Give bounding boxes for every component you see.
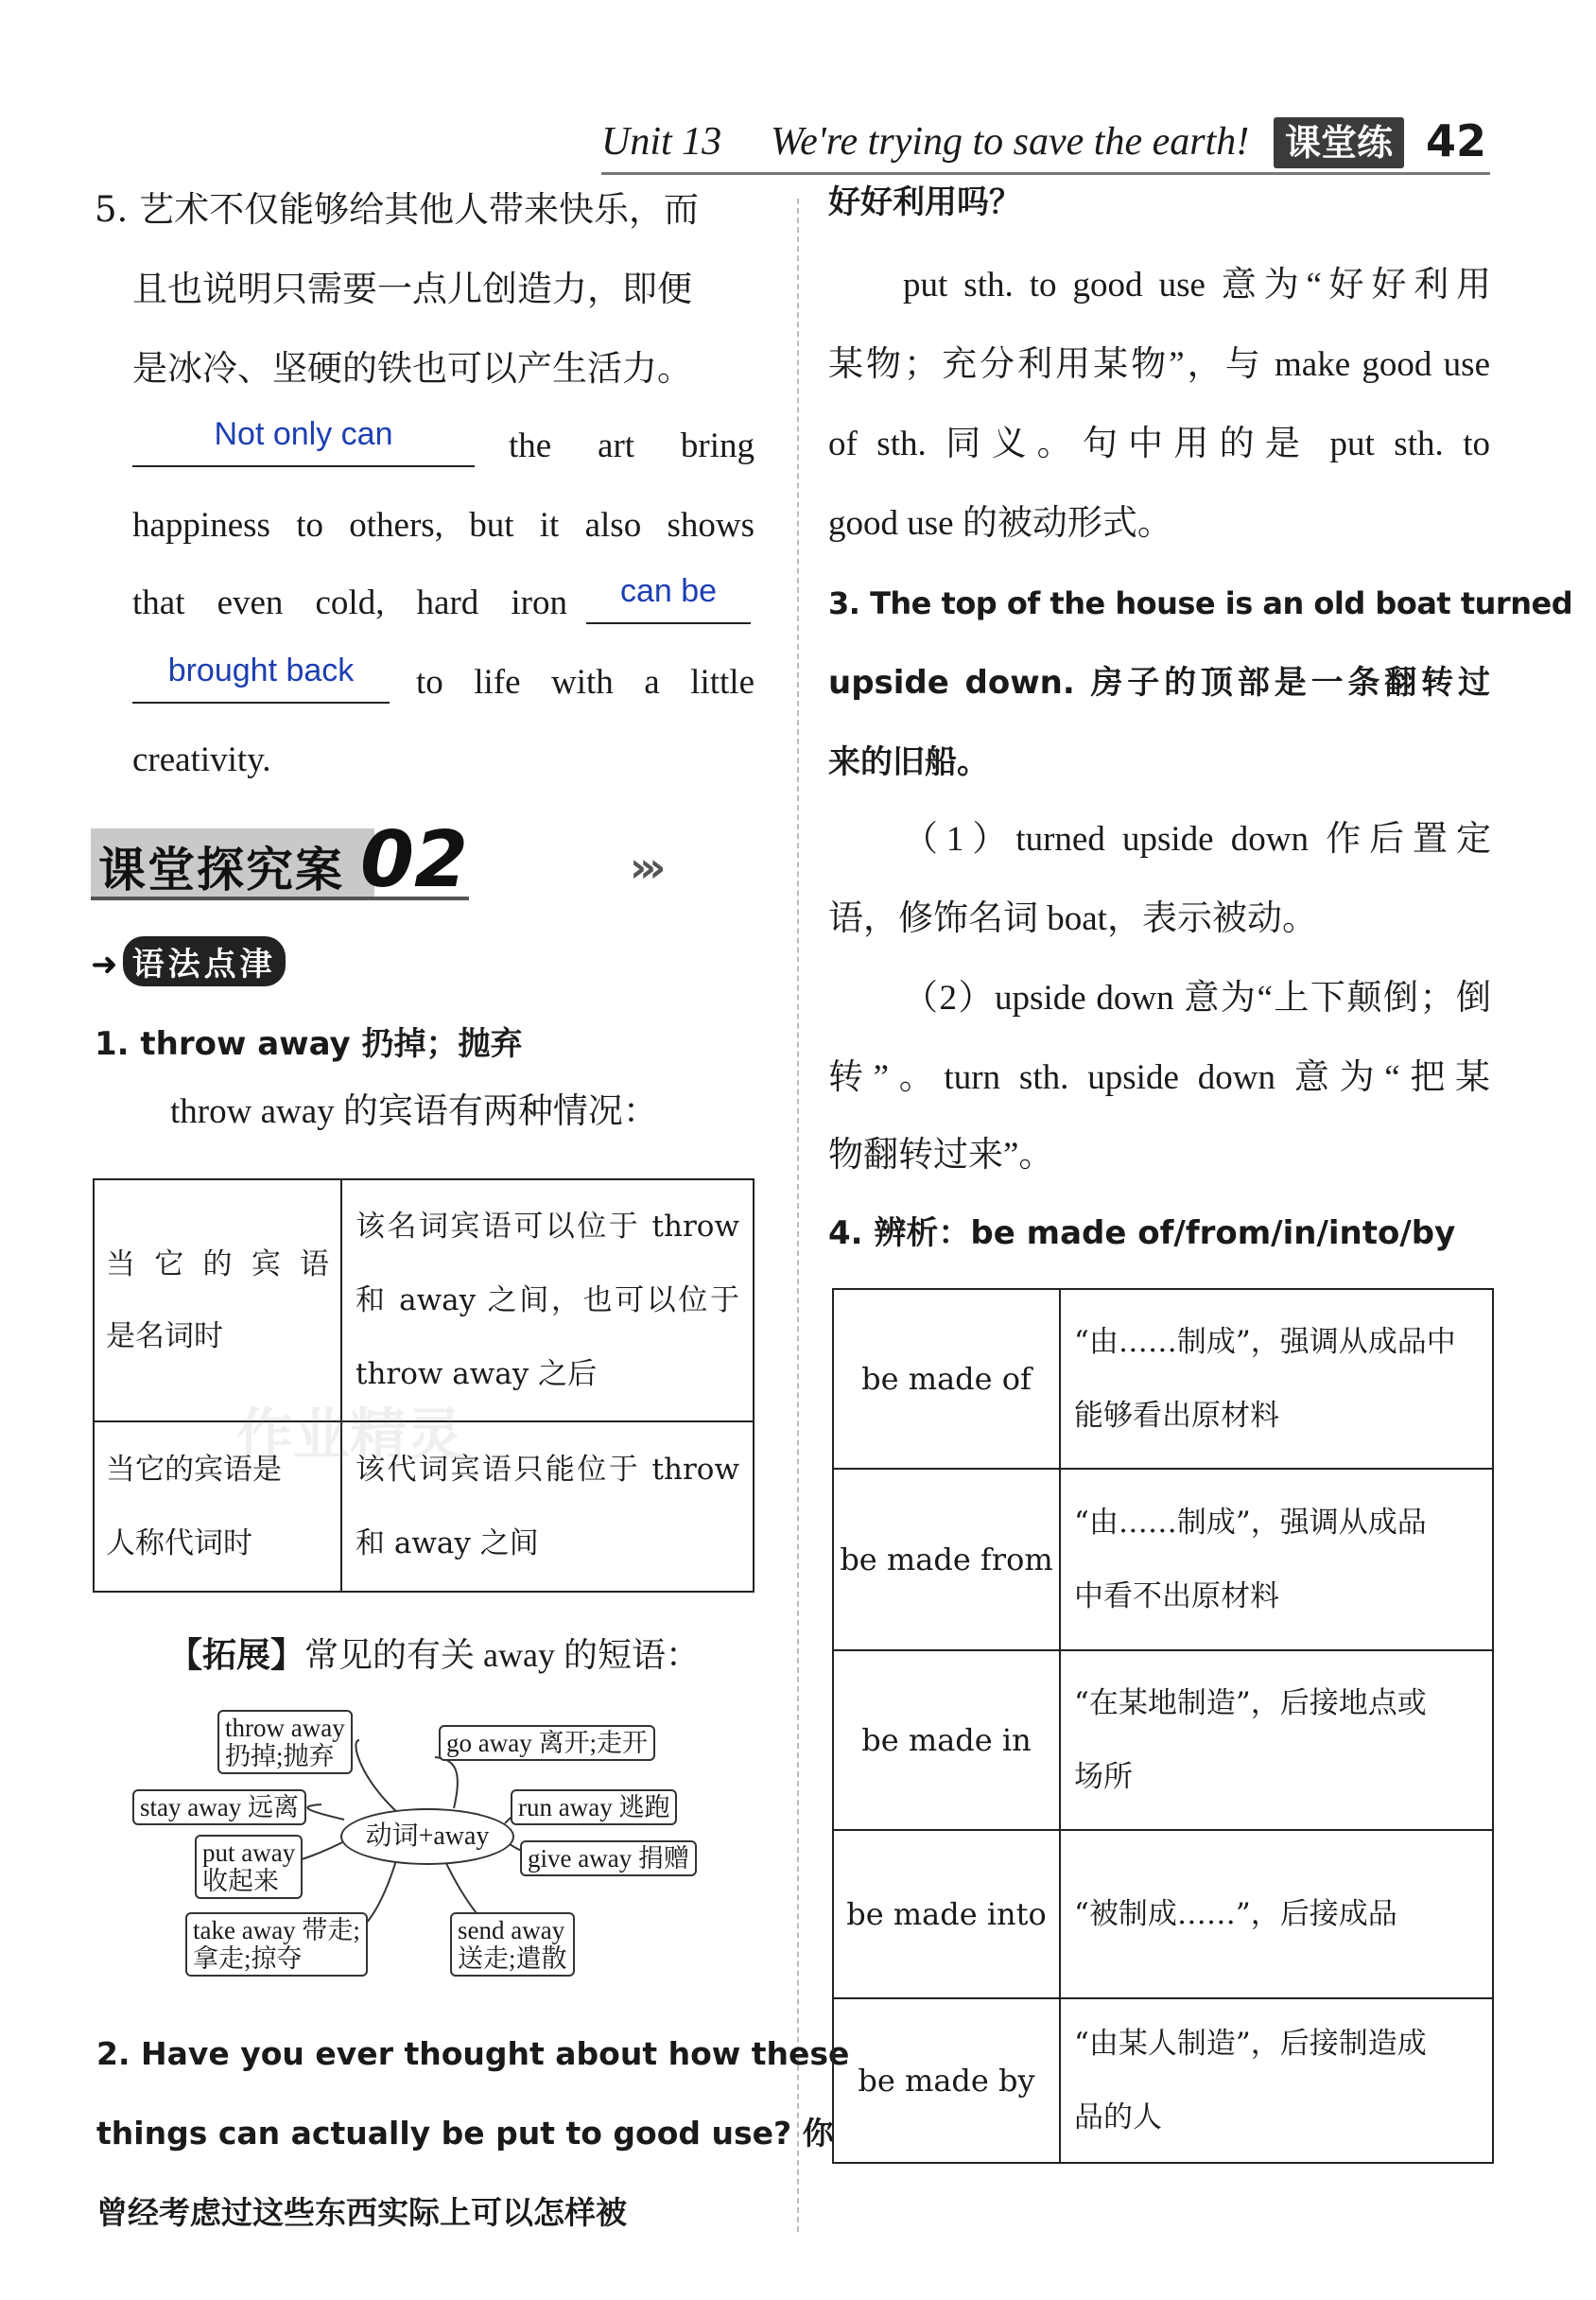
cell-line: 和 away 之间，也可以位于 — [356, 1283, 739, 1317]
answer-blank-3[interactable] — [132, 653, 390, 704]
unit-label: Unit 13 — [601, 120, 722, 164]
grammar-4-title: 4. 辨析：be made of/from/in/into/by — [828, 1214, 1456, 1252]
mindmap-node-send-away — [450, 1912, 575, 1977]
table-cell: be made from — [833, 1469, 1060, 1650]
node-line: stay away 远离 — [140, 1793, 299, 1821]
cell-line: 该名词宾语可以位于 throw — [356, 1210, 739, 1244]
grammar-3-expl-2: 语，修饰名词 boat，表示被动。 — [828, 899, 1317, 938]
mindmap-node-go-away — [439, 1725, 655, 1761]
extension-label: 【拓展】 — [168, 1636, 305, 1675]
cell-line: 品的人 — [1074, 2100, 1162, 2134]
mindmap-center: 动词+away — [340, 1808, 514, 1865]
grammar-3-expl-5: 物翻转过来”。 — [828, 1136, 1054, 1175]
answer-text-1: Not only can — [214, 416, 393, 452]
header-badge: 课堂练 — [1274, 117, 1404, 168]
table-cell: be made in — [833, 1650, 1060, 1830]
table-cell — [1060, 1998, 1493, 2163]
cell-line: 能够看出原材料 — [1074, 1399, 1279, 1433]
q5-line-6-pre: that even cold, hard iron — [132, 584, 567, 622]
q5-line-4-rest: the art bring — [509, 427, 755, 465]
cell-line: throw away 之后 — [356, 1357, 598, 1391]
mindmap-node-stay-away — [132, 1789, 306, 1825]
chevron-arrows-icon: ››› — [630, 844, 659, 892]
section-banner — [91, 815, 724, 905]
mindmap-node-give-away — [520, 1840, 697, 1876]
grammar-2-line-3: 曾经考虑过这些东西实际上可以怎样被 — [96, 2194, 627, 2231]
mindmap-node-take-away — [185, 1912, 368, 1977]
node-line: put away — [202, 1838, 296, 1867]
grammar-2-line-1: 2. Have you ever thought about how these — [96, 2035, 850, 2072]
node-line: 收起来 — [202, 1867, 279, 1895]
grammar-2-line-2: things can actually be put to good use? 你 — [96, 2115, 834, 2152]
cell-line: 当它的宾语 — [106, 1247, 329, 1281]
node-line: run away 逃跑 — [518, 1793, 670, 1821]
q5-line-5: happiness to others, but it also shows — [132, 506, 755, 545]
cell-line: 人称代词时 — [106, 1526, 252, 1560]
table-row — [833, 1289, 1493, 1469]
table-row — [833, 1469, 1493, 1650]
node-line: take away 带走; — [193, 1916, 360, 1944]
node-line: 拿走;掠夺 — [193, 1944, 303, 1973]
cell-line: 中看不出原材料 — [1074, 1579, 1279, 1613]
q5-line-1: 5. 艺术不仅能够给其他人带来快乐，而 — [95, 189, 700, 230]
extension-text: 常见的有关 away 的短语： — [304, 1636, 700, 1674]
q5-line-3: 是冰冷、坚硬的铁也可以产生活力。 — [132, 348, 692, 389]
grammar-2-expl-3: of sth. 同义。句中用的是 put sth. to — [828, 425, 1490, 463]
cell-line: “在某地制造”，后接地点或 — [1074, 1686, 1427, 1720]
column-divider — [797, 199, 799, 2232]
cell-line: 该代词宾语只能位于 throw — [356, 1453, 739, 1487]
cell-line: 场所 — [1074, 1760, 1133, 1794]
extension-line — [168, 1629, 700, 1677]
node-line: go away 离开;走开 — [446, 1729, 648, 1757]
q5-line-2: 且也说明只需要一点儿创造力，即便 — [132, 269, 692, 309]
mindmap-node-put-away — [195, 1835, 303, 1899]
table-cell — [1060, 1469, 1493, 1650]
arrow-right-icon: ➜ — [91, 946, 118, 984]
grammar-1-title: 1. throw away 扔掉；抛弃 — [95, 1025, 523, 1063]
answer-text-3: brought back — [167, 653, 355, 688]
q5-line-8: creativity. — [132, 741, 271, 779]
grammar-2-expl-1: put sth. to good use 意为“好好利用 — [903, 266, 1491, 305]
cell-line: 是名词时 — [106, 1319, 223, 1353]
be-made-table — [832, 1288, 1494, 2164]
page-number: 42 — [1426, 115, 1487, 166]
page-header — [0, 0, 1596, 189]
cell-line: 当它的宾语是 — [106, 1453, 282, 1487]
grammar-2-continued: 好好利用吗？ — [828, 183, 1021, 221]
watermark: 作业精灵 — [236, 1403, 463, 1469]
mindmap — [123, 1702, 728, 1986]
section-number: 02 — [360, 815, 469, 905]
mindmap-node-throw-away — [217, 1710, 353, 1774]
cell-line: 和 away 之间 — [356, 1526, 539, 1560]
grammar-3-line-2: upside down. 房子的顶部是一条翻转过 — [828, 664, 1490, 702]
table-cell: be made into — [833, 1830, 1060, 1998]
mindmap-node-run-away — [511, 1789, 677, 1825]
cell-line: “由……制成”，强调从成品中 — [1074, 1325, 1456, 1359]
cell-line: “由……制成”，强调从成品 — [1074, 1506, 1427, 1540]
node-line: throw away — [225, 1714, 345, 1742]
node-line: 送走;遣散 — [458, 1944, 567, 1973]
q5-line-7-rest: to life with a little — [416, 663, 755, 702]
grammar-3-line-1: 3. The top of the house is an old boat turned — [828, 585, 1573, 621]
table-row — [833, 1650, 1493, 1830]
answer-text-2: can be — [619, 573, 718, 609]
node-line: 扔掉;抛弃 — [225, 1742, 335, 1770]
table-cell — [94, 1179, 341, 1421]
grammar-label — [91, 936, 286, 984]
answer-blank-1[interactable] — [132, 416, 475, 467]
table-cell: be made by — [833, 1998, 1060, 2163]
section-title: 课堂探究案 — [98, 843, 344, 897]
node-line: give away 捐赠 — [528, 1844, 689, 1873]
grammar-3-line-3: 来的旧船。 — [828, 743, 989, 781]
table-cell: be made of — [833, 1289, 1060, 1469]
cell-line: “由某人制造”，后接制造成 — [1074, 2027, 1427, 2061]
grammar-2-expl-2: 某物；充分利用某物”，与 make good use — [828, 345, 1490, 384]
throw-away-table — [93, 1178, 755, 1593]
answer-blank-2[interactable] — [586, 573, 751, 624]
grammar-2-expl-4: good use 的被动形式。 — [828, 504, 1172, 543]
table-cell — [1060, 1830, 1493, 1998]
cell-line: “被制成……”，后接成品 — [1074, 1897, 1397, 1931]
grammar-label-text: 语法点津 — [123, 936, 286, 986]
table-cell — [341, 1179, 754, 1421]
table-cell — [1060, 1650, 1493, 1830]
banner-underline — [91, 897, 469, 900]
grammar-1-intro: throw away 的宾语有两种情况： — [170, 1092, 658, 1131]
grammar-3-expl-4: 转”。turn sth. upside down 意为“把某 — [828, 1058, 1490, 1097]
unit-title: We're trying to save the earth! — [771, 120, 1250, 164]
grammar-3-expl-1: （1）turned upside down 作后置定 — [903, 820, 1491, 859]
table-row — [833, 1830, 1493, 1998]
node-line: send away — [458, 1916, 565, 1944]
table-row — [833, 1998, 1493, 2163]
table-row — [94, 1179, 754, 1421]
table-cell — [1060, 1289, 1493, 1469]
grammar-3-expl-3: （2）upside down 意为“上下颠倒；倒 — [903, 979, 1491, 1018]
